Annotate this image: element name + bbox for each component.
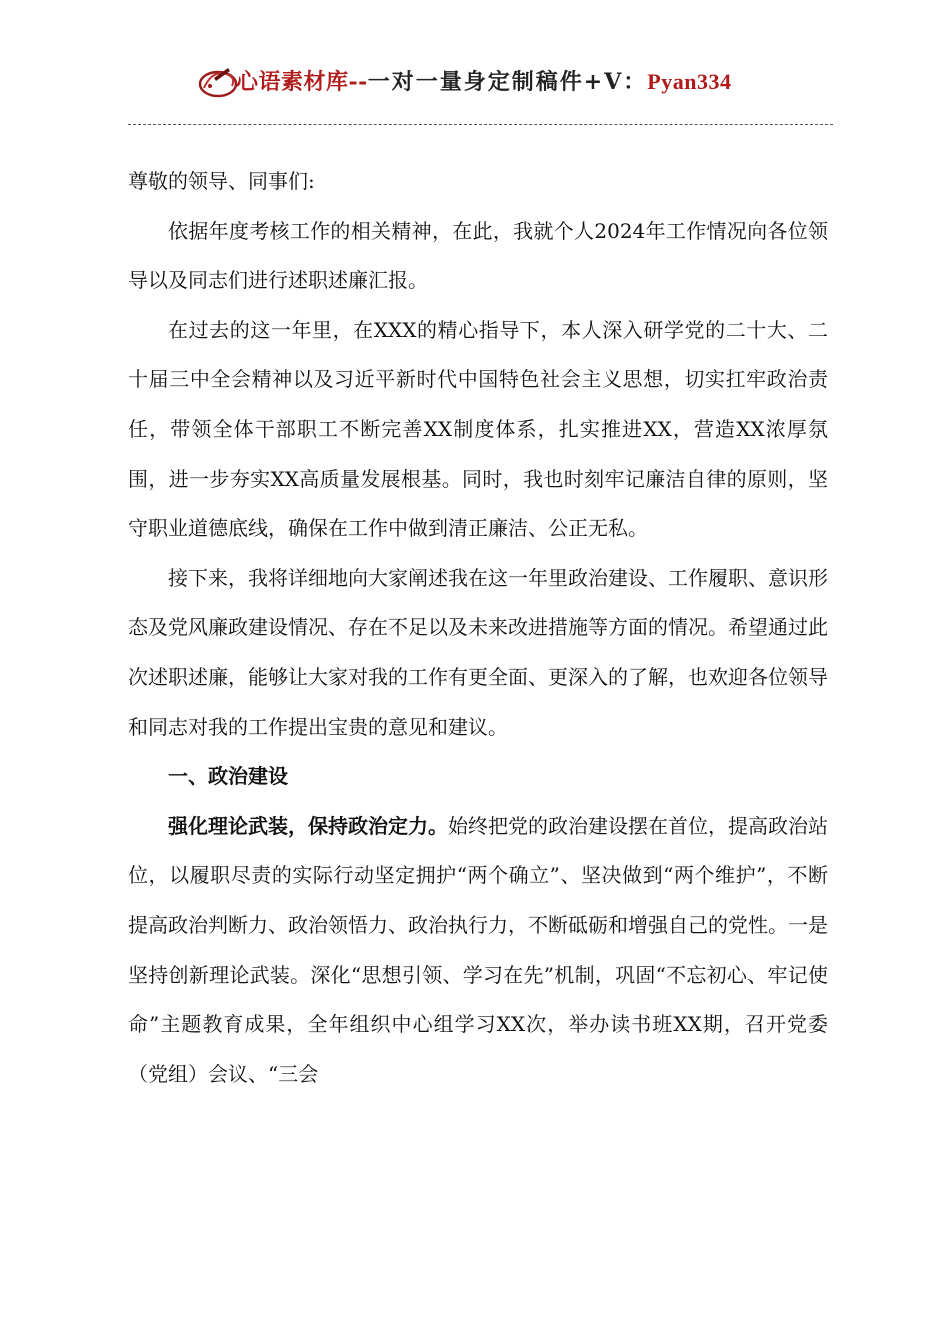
header-divider [128, 124, 833, 125]
section-heading: 一、政治建设 [168, 764, 288, 789]
paragraph-outline: 接下来，我将详细地向大家阐述我在这一年里政治建设、工作履职、意识形态及党风廉政建设情况、存在不足以及未来改进措施等方面的情况。希望通过此次述职述廉，能够让大家对我的工作有更全面、更深入的了解，也欢迎各位领导和同志对我的工作提出宝贵的意见和建议。 [128, 565, 828, 739]
contact-id: Pyan334 [647, 69, 732, 94]
paragraph-review: 在过去的这一年里，在XXX的精心指导下，本人深入研学党的二十大、二十届三中全会精神以及习近平新时代中国特色社会主义思想，切实扛牢政治责任，带领全体干部职工不断完善XX制度体系，扎实推进XX，营造XX浓厚氛围，进一步夯实XX高质量发展根基。同时，我也时刻牢记廉洁自律的原则，坚守职业道德底线，确保在工作中做到清正廉洁、公正无私。 [128, 317, 828, 541]
header-tagline: 一对一量身定制稿件+V： [367, 69, 648, 95]
page-header [0, 58, 950, 108]
salutation: 尊敬的领导、同事们: [128, 169, 315, 193]
section-lead: 强化理论武装，保持政治定力。 [168, 813, 448, 838]
header-separator: -- [348, 69, 368, 95]
brand-name: 心语素材库 [236, 69, 349, 95]
paragraph-political-building [128, 802, 828, 1100]
document-body [128, 157, 828, 1099]
paragraph-intro: 依据年度考核工作的相关精神，在此，我就个人2024年工作情况向各位领导以及同志们进行述职述廉汇报。 [128, 218, 828, 293]
header-title [236, 68, 731, 96]
section-body: 始终把党的政治建设摆在首位，提高政治站位，以履职尽责的实际行动坚定拥护“两个确立”、坚决做到“两个维护”，不断提高政治判断力、政治领悟力、政治执行力，不断砥砺和增强自己的党性。一是坚持创新理论武装。深化“思想引领、学习在先”机制，巩固“不忘初心、牢记使命”主题教育成果，全年组织中心组学习XX次，举办读书班XX期，召开党委（党组）会议、“三会 [128, 813, 828, 1086]
